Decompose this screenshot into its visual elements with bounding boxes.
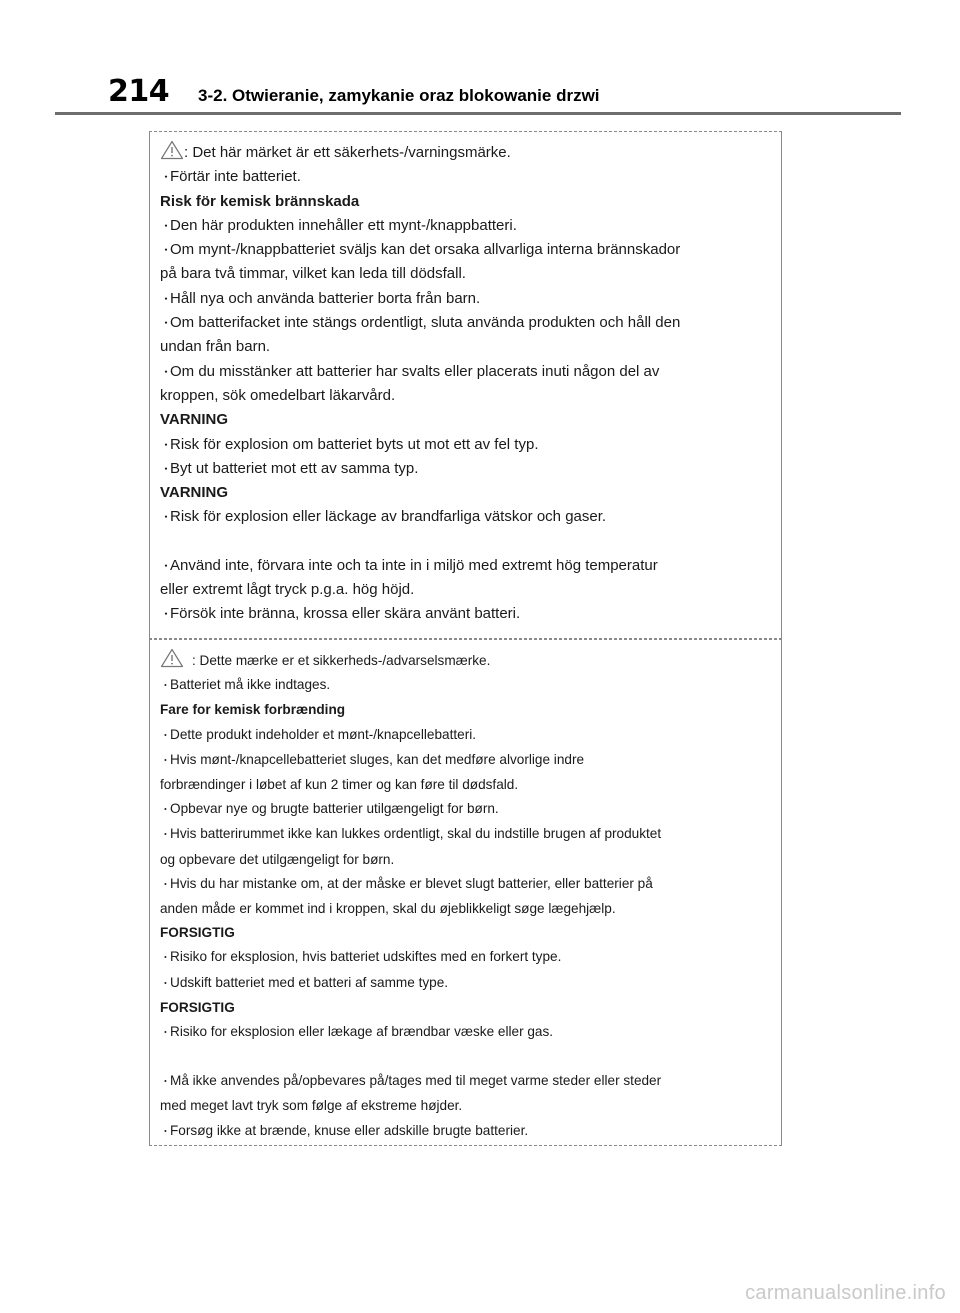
bullet-item: ・ Dette produkt indeholder et mønt-/knapcellebatteri. bbox=[160, 723, 771, 748]
warning-triangle-icon bbox=[160, 140, 184, 160]
bullet-item: ・ Försök inte bränna, krossa eller skära använt batteri. bbox=[160, 602, 771, 626]
bullet-item: ・ Om du misstänker att batterier har svalts eller placerats inuti någon del av bbox=[160, 360, 771, 384]
danish-warning-mark-line bbox=[160, 648, 771, 673]
danish-warning-box bbox=[149, 639, 782, 1146]
bullet-item: ・ Byt ut batteriet mot ett av samma typ. bbox=[160, 457, 771, 481]
section-heading: FORSIGTIG bbox=[160, 999, 235, 1015]
bullet-item: ・ Forsøg ikke at brænde, knuse eller adskille brugte batterier. bbox=[160, 1119, 771, 1144]
header-rule bbox=[55, 112, 901, 115]
paragraph-gap bbox=[160, 530, 771, 554]
text-continuation: på bara två timmar, vilket kan leda till dödsfall. bbox=[160, 265, 466, 283]
section-heading: FORSIGTIG bbox=[160, 925, 235, 941]
bullet-item: ・ Risiko for eksplosion eller lækage af brændbar væske eller gas. bbox=[160, 1020, 771, 1045]
bullet-item: ・ Hvis batterirummet ikke kan lukkes ordentligt, skal du indstille brugen af produktet bbox=[160, 822, 771, 847]
paragraph-gap bbox=[160, 1045, 771, 1069]
bullet-item: ・ Den här produkten innehåller ett mynt-/knappbatteri. bbox=[160, 214, 771, 238]
text-continuation: undan från barn. bbox=[160, 338, 271, 356]
text-continuation: kroppen, sök omedelbart läkarvård. bbox=[160, 386, 396, 404]
swedish-warning-box bbox=[149, 131, 782, 639]
bullet-item: ・ Förtär inte batteriet. bbox=[160, 165, 771, 189]
bullet-item: ・ Använd inte, förvara inte och ta inte in i miljö med extremt hög temperatur bbox=[160, 554, 771, 578]
swedish-warning-mark-line bbox=[160, 140, 771, 165]
text-continuation: eller extremt lågt tryck p.g.a. hög höjd. bbox=[160, 581, 415, 599]
bullet-item: ・ Udskift batteriet med et batteri af samme type. bbox=[160, 971, 771, 996]
danish-warning-mark-text: : Dette mærke er et sikkerheds-/advarselsmærke. bbox=[192, 653, 491, 668]
section-heading: Fare for kemisk forbrænding bbox=[160, 702, 346, 718]
text-continuation: med meget lavt tryk som følge af ekstreme højder. bbox=[160, 1098, 463, 1114]
bullet-item: ・ Hvis mønt-/knapcellebatteriet sluges, kan det medføre alvorlige indre bbox=[160, 748, 771, 773]
watermark: carmanualsonline.info bbox=[745, 1282, 946, 1304]
text-continuation: forbrændinger i løbet af kun 2 timer og kan føre til dødsfald. bbox=[160, 777, 519, 793]
section-title: 3-2. Otwieranie, zamykanie oraz blokowanie drzwi bbox=[198, 86, 600, 105]
danish-text-lines bbox=[160, 673, 771, 1144]
bullet-item: ・ Batteriet må ikke indtages. bbox=[160, 673, 771, 698]
swedish-text-lines bbox=[160, 165, 771, 626]
bullet-item: ・ Risiko for eksplosion, hvis batteriet udskiftes med en forkert type. bbox=[160, 945, 771, 970]
section-heading: Risk för kemisk brännskada bbox=[160, 192, 360, 210]
page-number: 214 bbox=[108, 74, 170, 109]
swedish-warning-mark-text: : Det här märket är ett säkerhets-/varningsmärke. bbox=[184, 144, 511, 161]
bullet-item: ・ Om mynt-/knappbatteriet sväljs kan det orsaka allvarliga interna brännskador bbox=[160, 238, 771, 262]
warning-triangle-icon bbox=[160, 648, 184, 668]
text-continuation: anden måde er kommet ind i kroppen, skal du øjeblikkeligt søge lægehjælp. bbox=[160, 901, 616, 917]
bullet-item: ・ Opbevar nye og brugte batterier utilgængeligt for børn. bbox=[160, 797, 771, 822]
bullet-item: ・ Må ikke anvendes på/opbevares på/tages med til meget varme steder eller steder bbox=[160, 1069, 771, 1094]
section-heading: VARNING bbox=[160, 484, 229, 502]
bullet-item: ・ Håll nya och använda batterier borta från barn. bbox=[160, 287, 771, 311]
text-continuation: og opbevare det utilgængeligt for børn. bbox=[160, 851, 395, 867]
page-header bbox=[0, 0, 960, 120]
bullet-item: ・ Risk för explosion eller läckage av brandfarliga vätskor och gaser. bbox=[160, 505, 771, 529]
bullet-item: ・ Hvis du har mistanke om, at der måske er blevet slugt batterier, eller batterier på bbox=[160, 872, 771, 897]
bullet-item: ・ Om batterifacket inte stängs ordentligt, sluta använda produkten och håll den bbox=[160, 311, 771, 335]
bullet-item: ・ Risk för explosion om batteriet byts ut mot ett av fel typ. bbox=[160, 433, 771, 457]
section-heading: VARNING bbox=[160, 411, 229, 429]
